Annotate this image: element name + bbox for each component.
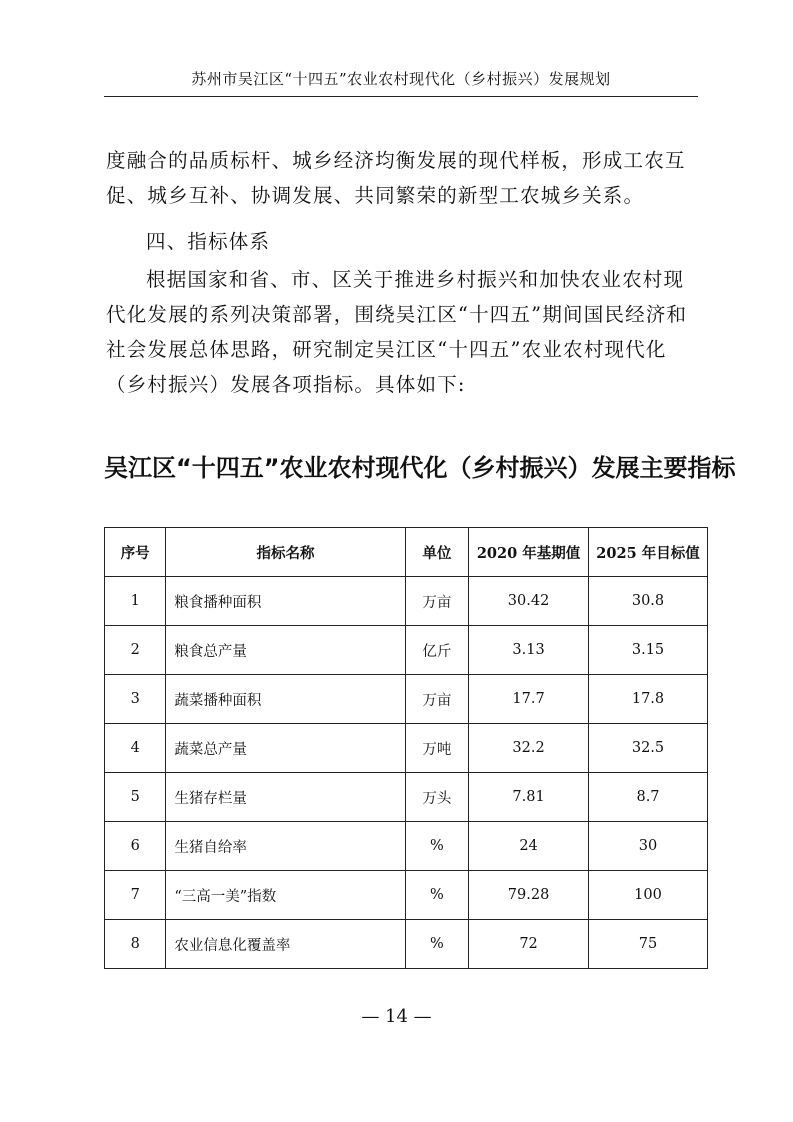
row-seq: 4 [105,724,166,773]
row-unit: % [405,822,468,871]
row-seq: 3 [105,675,166,724]
table-row [105,871,708,920]
row-seq: 7 [105,871,166,920]
row-base-value: 32.2 [469,724,589,773]
row-seq: 6 [105,822,166,871]
row-target-value: 8.7 [589,773,708,822]
row-target-value: 30 [589,822,708,871]
row-target-value: 32.5 [589,724,708,773]
row-base-value: 24 [469,822,589,871]
row-unit: 万头 [405,773,468,822]
table-title: 吴江区“十四五”农业农村现代化（乡村振兴）发展主要指标 [104,454,736,482]
column-header-seq: 序号 [105,528,166,577]
row-base-value: 79.28 [469,871,589,920]
row-base-value: 30.42 [469,577,589,626]
row-indicator-name: 粮食播种面积 [166,577,405,626]
row-target-value: 75 [589,920,708,969]
indicators-table [104,527,708,969]
table-row [105,626,708,675]
column-header-unit: 单位 [405,528,468,577]
body-paragraph-1: 度融合的品质标杆、城乡经济均衡发展的现代样板，形成工农互促、城乡互补、协调发展、共同繁荣的新型工农城乡关系。 [106,149,686,207]
row-unit: 亿斤 [405,626,468,675]
table-row [105,920,708,969]
row-unit: 万亩 [405,577,468,626]
row-target-value: 3.15 [589,626,708,675]
row-target-value: 30.8 [589,577,708,626]
row-seq: 1 [105,577,166,626]
table-header-row [105,528,708,577]
table-row [105,773,708,822]
row-seq: 8 [105,920,166,969]
row-seq: 2 [105,626,166,675]
row-base-value: 17.7 [469,675,589,724]
row-base-value: 72 [469,920,589,969]
table-row [105,675,708,724]
table-row [105,822,708,871]
row-indicator-name: 生猪存栏量 [166,773,405,822]
section-heading: 四、指标体系 [146,230,271,253]
row-unit: 万吨 [405,724,468,773]
column-header-name: 指标名称 [166,528,405,577]
row-target-value: 17.8 [589,675,708,724]
row-base-value: 3.13 [469,626,589,675]
column-header-base-2020: 2020 年基期值 [469,528,589,577]
row-target-value: 100 [589,871,708,920]
row-indicator-name: 生猪自给率 [166,822,405,871]
row-base-value: 7.81 [469,773,589,822]
body-paragraph-2: 根据国家和省、市、区关于推进乡村振兴和加快农业农村现代化发展的系列决策部署，围绕吴江区“十四五”期间国民经济和社会发展总体思路，研究制定吴江区“十四五”农业农村现代化（乡村振兴）发展各项指标。具体如下: [106,268,688,396]
row-indicator-name: 蔬菜总产量 [166,724,405,773]
header-rule [104,96,698,97]
row-indicator-name: “三高一美”指数 [166,871,405,920]
page-number: — 14 — [361,1006,432,1027]
column-header-target-2025: 2025 年目标值 [589,528,708,577]
row-indicator-name: 粮食总产量 [166,626,405,675]
row-seq: 5 [105,773,166,822]
row-unit: % [405,920,468,969]
row-unit: % [405,871,468,920]
row-indicator-name: 农业信息化覆盖率 [166,920,405,969]
row-indicator-name: 蔬菜播种面积 [166,675,405,724]
running-header: 苏州市吴江区“十四五”农业农村现代化（乡村振兴）发展规划 [191,70,611,88]
table-row [105,577,708,626]
row-unit: 万亩 [405,675,468,724]
table-row [105,724,708,773]
